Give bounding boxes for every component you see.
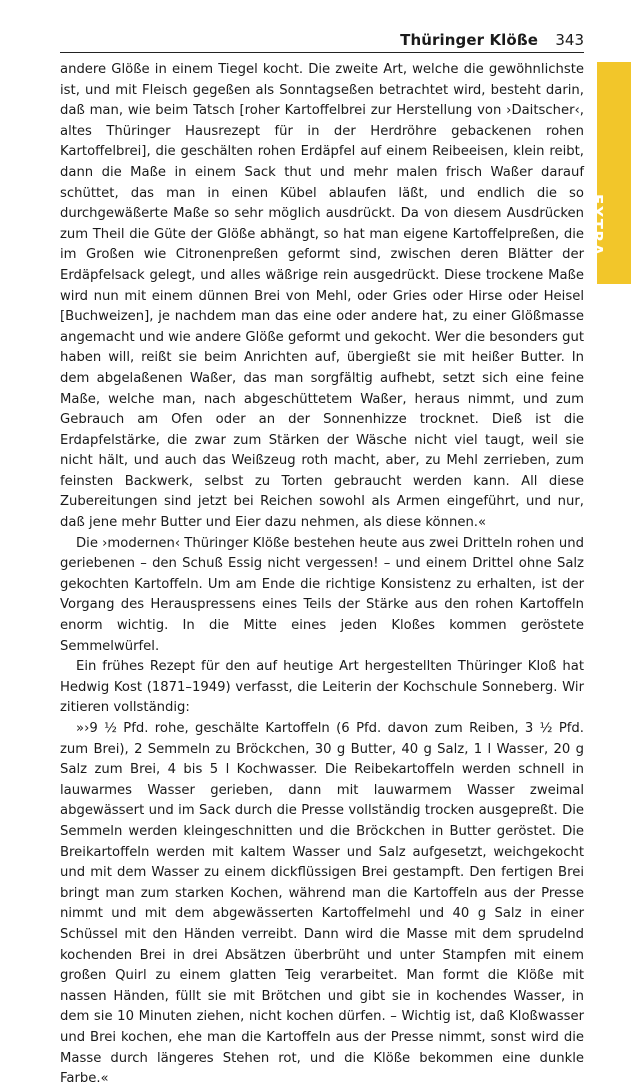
paragraph: andere Glöße in einem Tiegel kocht. Die zweite Art, welche die gewöhnlichste ist, und mit Fleisch gegeßen als Sonntagseßen betrachtet wird, besteht darin, daß man, wie beim Tatsch [roher Kartoffelbrei zur Herstellung von ›Daitscher‹, altes Thüringer Hausrezept für in der Herdröhre gebackenen rohen Kartoffelbrei], die geschälten rohen Erdäpfel auf einem Reibeeisen, klein reibt, dann die Maße in einem Sack thut und mehr malen frisch Waßer darauf schüttet, das man in einen Kübel ablaufen läßt, und endlich die so durchgewäßerte Maße so sehr möglich ausdrückt. Da von diesem Ausdrücken zum Theil die Güte der Glöße abhängt, so hat man eigene Kartoffelpreßen, die im Großen wie Citronenpreßen geformt sind, zwischen deren Blätter der Erdäpfelsack gelegt, und alles wäßrige rein ausgedrückt. Diese trockene Maße wird nun mit einem dünnen Brei von Mehl, oder Gries oder Hirse oder Heisel [Buchweizen], je nachdem man das eine oder andere hat, zu einer Glößmasse angemacht und wie andere Glöße geformt und gekocht. Wer die besonders gut haben will, reißt sie beim Anrichten auf, übergießt sie mit heißer Butter. In dem abgelaßenen Waßer, das man sorgfältig aufhebt, setzt sich eine feine Maße, welche man, nach abgeschüttetem Waßer, heraus nimmt, und zum Gebrauch am Ofen oder an der Sonnenhizze trocknet. Dieß ist die Erdapfelstärke, die zwar zum Stärken der Wäsche nicht viel taugt, weil sie nicht hält, und auch das Weißzeug roth macht, aber, zu Mehl zerrieben, zum feinsten Backwerk, selbst zu Torten gebraucht werden kann. All diese Zubereitungen sind jetzt bei Reichen sowohl als Armen eingeführt, und nur, daß jene mehr Butter und Eier dazu nehmen, als diese können.« xyxy=(60,62,584,531)
section-tab xyxy=(588,62,631,284)
page-header xyxy=(60,30,584,53)
body-text xyxy=(60,60,584,1090)
running-title: Thüringer Klöße xyxy=(400,31,538,49)
section-tab-label: EXTRA xyxy=(588,194,606,257)
page-number: 343 xyxy=(555,31,584,49)
paragraph: Die ›modernen‹ Thüringer Klöße bestehen heute aus zwei Dritteln rohen und geriebenen – den Schuß Essig nicht vergessen! – und einem Drittel ohne Salz gekochten Kartoffeln. Um am Ende die richtige Konsistenz zu erhalten, ist der Vorgang des Herauspressens eines Teils der Stärke aus den rohen Kartoffeln enorm wichtig. In die Mitte eines jeden Kloßes kommen geröstete Semmelwürfel. xyxy=(60,535,584,654)
paragraph: Ein frühes Rezept für den auf heutige Art hergestellten Thüringer Kloß hat Hedwig Kost (1871–1949) verfasst, die Leiterin der Kochschule Sonneberg. Wir zitieren vollständig: xyxy=(60,659,584,716)
paragraph: »›9 ½ Pfd. rohe, geschälte Kartoffeln (6 Pfd. davon zum Reiben, 3 ½ Pfd. zum Brei), 2 Semmeln zu Bröckchen, 30 g Butter, 40 g Salz, 1 l Wasser, 20 g Salz zum Brei, 4 bis 5 l Kochwasser. Die Reibekartoffeln werden schnell in lauwarmes Wasser gerieben, dann mit lauwarmem Wasser zweimal abgewässert und im Sack durch die Presse vollständig trocken ausgepreßt. Die Semmeln werden kleingeschnitten und die Bröckchen in Butter geröstet. Die Breikartoffeln werden mit kaltem Wasser und Salz aufgesetzt, weichgekocht und mit dem Wasser zu einem dickflüssigen Brei gestampft. Den fertigen Brei bringt man zum starken Kochen, während man die Kartoffeln aus der Presse nimmt und mit dem abgewässerten Kartoffelmehl und 40 g Salz in einer Schüssel mit den Händen verreibt. Dann wird die Masse mit dem sprudelnd kochenden Brei in drei Absätzen überbrüht und unter Stampfen mit einem großen Quirl zu einem glatten Teig verarbeitet. Man formt die Klöße mit nassen Händen, füllt sie mit Brötchen und gibt sie in kochendes Wasser, in dem sie 10 Minuten ziehen, nicht kochen dürfen. – Wichtig ist, daß Kloßwasser und Brei kochen, ehe man die Kartoffeln aus der Presse nimmt, sonst wird die Masse durch längeres Stehen rot, und die Klöße bekommen eine dunkle Farbe.« xyxy=(60,721,584,1087)
